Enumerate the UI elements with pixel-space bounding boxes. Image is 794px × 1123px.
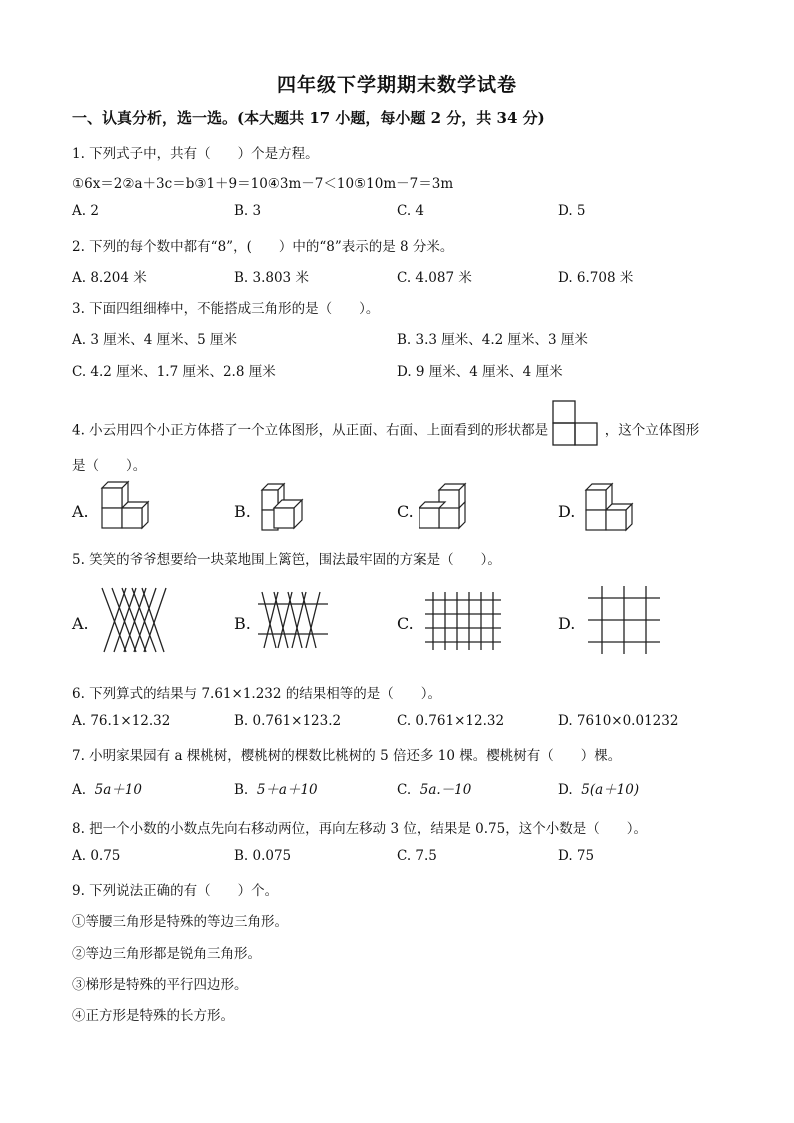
question-4-stem-a: 4. 小云用四个小正方体搭了一个立体图形，从正面、右面、上面看到的形状都是	[72, 422, 549, 439]
statement-1: ①等腰三角形是特殊的等边三角形。	[72, 914, 288, 930]
statement-2: ②等边三角形都是锐角三角形。	[72, 946, 261, 962]
question-4-stem-c: 是（ ）。	[72, 458, 147, 474]
option-b[interactable]: B. 0.075	[234, 848, 292, 864]
option-d[interactable]: D. 9 厘米、4 厘米、4 厘米	[397, 364, 563, 380]
question-5-stem: 5. 笑笑的爷爷想要给一块菜地围上篱笆，围法最牢固的方案是（ ）。	[72, 552, 501, 568]
question-8-stem: 8. 把一个小数的小数点先向右移动两位，再向左移动 3 位，结果是 0.75，这个小数是（ ）。	[72, 821, 647, 837]
three-view-shape-figure	[552, 400, 600, 450]
cube-figure-d-icon	[580, 480, 640, 536]
page-title: 四年级下学期期末数学试卷	[276, 74, 517, 96]
statement-3: ③梯形是特殊的平行四边形。	[72, 977, 248, 993]
expression-b: 5＋a＋10	[256, 782, 318, 798]
question-6-stem: 6. 下列算式的结果与 7.61×1.232 的结果相等的是（ ）。	[72, 686, 442, 702]
fence-pattern-c-icon	[425, 592, 501, 652]
fence-pattern-b-icon	[258, 590, 328, 650]
option-c[interactable]: C. 4	[397, 203, 425, 219]
option-d[interactable]: D. 75	[558, 848, 595, 864]
option-d[interactable]: D. 5	[558, 203, 586, 219]
option-a[interactable]: A. 76.1×12.32	[72, 713, 171, 729]
fence-pattern-a-icon	[100, 586, 168, 656]
option-c[interactable]: C. 0.761×12.32	[397, 713, 505, 729]
question-7-stem: 7. 小明家果园有 a 棵桃树，樱桃树的棵数比桃树的 5 倍还多 10 棵。樱桃树有（ ）棵。	[72, 748, 622, 764]
option-a[interactable]: A. 0.75	[72, 848, 121, 864]
option-b[interactable]: B. 5＋a＋10	[234, 782, 318, 798]
question-1-stem: 1. 下列式子中，共有（ ）个是方程。	[72, 146, 319, 162]
section-heading: 一、认真分析，选一选。(本大题共 17 小题，每小题 2 分，共 34 分)	[72, 109, 545, 127]
question-4-stem	[72, 406, 699, 456]
option-d[interactable]: D. 6.708 米	[558, 270, 634, 286]
cube-figure-a-icon	[94, 480, 154, 536]
option-a[interactable]: A. 2	[72, 203, 99, 219]
option-c[interactable]: C. 5a.－10	[397, 782, 472, 798]
question-1-items: ①6x＝2②a＋3c＝b③1＋9＝10④3m－7＜10⑤10m－7＝3m	[72, 176, 454, 192]
option-d[interactable]: D. 7610×0.01232	[558, 713, 679, 729]
option-b[interactable]: B. 0.761×123.2	[234, 713, 342, 729]
cube-figure-b-icon	[256, 480, 316, 536]
question-3-stem: 3. 下面四组细棒中，不能搭成三角形的是（ ）。	[72, 301, 380, 317]
expression-a: 5a＋10	[94, 782, 142, 798]
option-c[interactable]: C. 7.5	[397, 848, 437, 864]
option-a[interactable]: A. 8.204 米	[72, 270, 147, 286]
question-4-stem-b: ，这个立体图形	[604, 422, 700, 439]
option-a[interactable]: A. 3 厘米、4 厘米、5 厘米	[72, 332, 237, 348]
option-a[interactable]: A. 5a＋10	[72, 782, 142, 798]
expression-c: 5a.－10	[419, 782, 472, 798]
option-d[interactable]: D. 5(a＋10)	[558, 782, 640, 798]
option-b[interactable]: B. 3.3 厘米、4.2 厘米、3 厘米	[397, 332, 588, 348]
question-9-stem: 9. 下列说法正确的有（ ）个。	[72, 883, 279, 899]
option-b[interactable]: B. 3	[234, 203, 262, 219]
option-c[interactable]: C. 4.2 厘米、1.7 厘米、2.8 厘米	[72, 364, 276, 380]
option-b[interactable]: B. 3.803 米	[234, 270, 309, 286]
option-c[interactable]: C. 4.087 米	[397, 270, 472, 286]
statement-4: ④正方形是特殊的长方形。	[72, 1008, 234, 1024]
fence-pattern-d-icon	[588, 586, 660, 656]
expression-d: 5(a＋10)	[581, 782, 640, 798]
question-2-stem: 2. 下列的每个数中都有“8”，( ）中的“8”表示的是 8 分米。	[72, 239, 454, 255]
cube-figure-c-icon	[419, 480, 479, 536]
